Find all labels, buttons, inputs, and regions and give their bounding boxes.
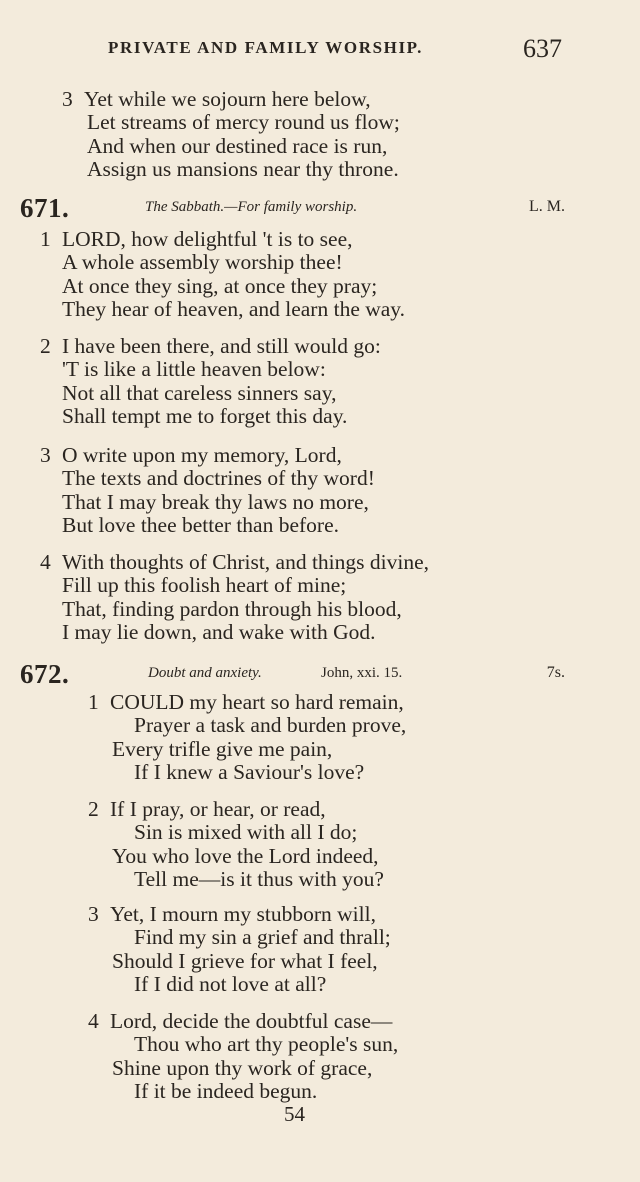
stanza-line: 2 If I pray, or hear, or read, bbox=[88, 797, 326, 821]
stanza-line: Sin is mixed with all I do; bbox=[134, 820, 358, 845]
stanza-line: You who love the Lord indeed, bbox=[112, 843, 379, 868]
stanza-line: Tell me—is it thus with you? bbox=[134, 867, 384, 892]
stanza-number: 1 bbox=[88, 690, 99, 714]
stanza-line: If I did not love at all? bbox=[134, 972, 327, 997]
stanza bbox=[40, 551, 429, 645]
stanza bbox=[88, 903, 391, 997]
running-title: PRIVATE AND FAMILY WORSHIP. bbox=[108, 38, 423, 57]
stanza-line: Not all that careless sinners say, bbox=[62, 380, 337, 405]
stanza-line: If it be indeed begun. bbox=[134, 1079, 318, 1104]
hymn-reference: John, xxi. 15. bbox=[321, 665, 403, 681]
stanza-line: Every trifle give me pain, bbox=[112, 736, 333, 761]
stanza-line: A whole assembly worship thee! bbox=[62, 250, 343, 275]
stanza-number: 3 bbox=[88, 902, 99, 926]
stanza bbox=[88, 691, 406, 785]
stanza bbox=[88, 1010, 398, 1104]
hymn-meter: L. M. bbox=[529, 198, 565, 215]
hymn-header-672 bbox=[20, 659, 565, 687]
stanza-number: 3 bbox=[40, 443, 51, 467]
stanza bbox=[88, 798, 384, 892]
stanza-line: The texts and doctrines of thy word! bbox=[62, 466, 375, 491]
stanza-line: That, finding pardon through his blood, bbox=[62, 596, 402, 621]
stanza-line: But love thee better than before. bbox=[62, 513, 340, 538]
hymn-number: 672. bbox=[20, 659, 70, 689]
stanza-line: If I knew a Saviour's love? bbox=[134, 760, 365, 785]
stanza-number: 4 bbox=[88, 1009, 99, 1033]
stanza-line: They hear of heaven, and learn the way. bbox=[62, 297, 406, 322]
stanza bbox=[40, 228, 405, 322]
hymn-title: The Sabbath.—For family worship. bbox=[145, 199, 358, 215]
stanza-line: 3 Yet, I mourn my stubborn will, bbox=[88, 902, 376, 926]
stanza-line: 3 O write upon my memory, Lord, bbox=[40, 443, 342, 467]
stanza-number: 4 bbox=[40, 550, 51, 574]
stanza-number: 3 bbox=[62, 87, 73, 111]
stanza-line: 'T is like a little heaven below: bbox=[62, 357, 326, 382]
stanza-line: That I may break thy laws no more, bbox=[62, 489, 369, 514]
stanza-line: Let streams of mercy round us flow; bbox=[87, 110, 400, 135]
stanza-number: 1 bbox=[40, 227, 51, 251]
stanza-number: 2 bbox=[88, 797, 99, 821]
stanza-line: 2 I have been there, and still would go: bbox=[40, 334, 381, 358]
stanza-line: Prayer a task and burden prove, bbox=[134, 713, 407, 738]
stanza bbox=[40, 444, 375, 538]
stanza-line: 4 With thoughts of Christ, and things divine, bbox=[40, 550, 430, 574]
stanza-line: Assign us mansions near thy throne. bbox=[87, 157, 399, 182]
page-number: 637 bbox=[523, 34, 562, 63]
stanza-line: 1 LORD, how delightful 't is to see, bbox=[40, 227, 353, 251]
stanza-number: 2 bbox=[40, 334, 51, 358]
stanza-line: At once they sing, at once they pray; bbox=[62, 273, 378, 298]
continued-stanza bbox=[62, 88, 400, 182]
stanza-line: Shall tempt me to forget this day. bbox=[62, 404, 348, 429]
stanza-line: And when our destined race is run, bbox=[87, 133, 388, 158]
stanza-line: Shine upon thy work of grace, bbox=[112, 1055, 373, 1080]
stanza-line: Thou who art thy people's sun, bbox=[134, 1032, 399, 1057]
stanza-line: 3 Yet while we sojourn here below, bbox=[62, 87, 371, 111]
hymn-meter: 7s. bbox=[546, 664, 565, 681]
stanza-line: Should I grieve for what I feel, bbox=[112, 948, 378, 973]
hymn-number: 671. bbox=[20, 193, 70, 223]
stanza-line: 4 Lord, decide the doubtful case— bbox=[88, 1009, 393, 1033]
stanza-line: I may lie down, and wake with God. bbox=[62, 620, 376, 645]
stanza-line: 1 COULD my heart so hard remain, bbox=[88, 690, 404, 714]
stanza-line: Fill up this foolish heart of mine; bbox=[62, 573, 347, 598]
hymn-title: Doubt and anxiety. bbox=[148, 665, 262, 681]
signature-number: 54 bbox=[284, 1102, 305, 1126]
stanza-line: Find my sin a grief and thrall; bbox=[134, 925, 391, 950]
hymn-header-671 bbox=[20, 193, 565, 221]
stanza bbox=[40, 335, 381, 429]
